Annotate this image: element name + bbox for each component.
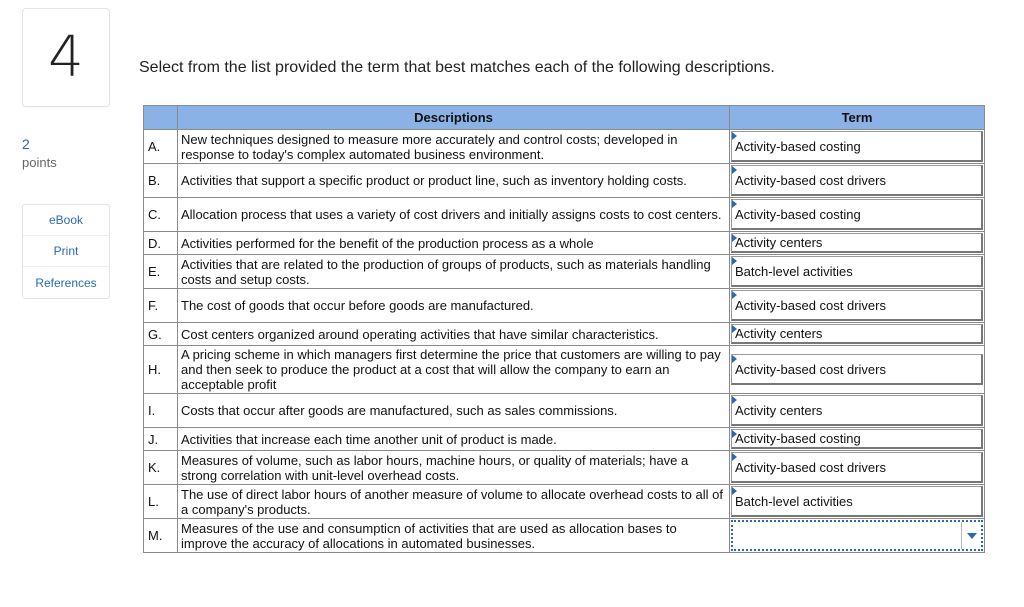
term-cell: [730, 289, 985, 323]
row-letter: F.: [144, 289, 178, 323]
term-cell: [730, 255, 985, 289]
term-select[interactable]: [731, 429, 983, 449]
points-label: points: [22, 155, 57, 170]
row-description: The use of direct labor hours of another measure of volume to allocate overhead costs to all of a company's products.: [178, 485, 730, 519]
term-cell: [730, 394, 985, 428]
term-cell: [730, 451, 985, 485]
term-cell: [730, 346, 985, 394]
row-letter: B.: [144, 164, 178, 198]
row-letter: I.: [144, 394, 178, 428]
row-description: Allocation process that uses a variety of cost drivers and initially assigns costs to cost centers.: [178, 198, 730, 232]
points-value: 2: [22, 136, 30, 152]
table-row: [144, 346, 985, 394]
row-letter: G.: [144, 323, 178, 346]
term-value: Activity centers: [735, 235, 823, 250]
term-select[interactable]: [731, 199, 983, 230]
term-value: Activity centers: [735, 326, 823, 341]
ebook-link[interactable]: eBook: [23, 205, 109, 236]
table-row: [144, 519, 985, 553]
print-link[interactable]: Print: [23, 236, 109, 267]
row-letter: D.: [144, 232, 178, 255]
answered-flag-icon: [732, 132, 737, 140]
table-header-row: [144, 106, 985, 130]
term-cell: [730, 323, 985, 346]
answered-flag-icon: [732, 453, 737, 461]
row-description: Activities that are related to the production of groups of products, such as materials handling costs and setup costs.: [178, 255, 730, 289]
answered-flag-icon: [732, 291, 737, 299]
answered-flag-icon: [732, 200, 737, 208]
header-term: Term: [730, 106, 985, 130]
term-cell: [730, 164, 985, 198]
term-value: Activity-based cost drivers: [735, 172, 886, 188]
table-row: [144, 130, 985, 164]
term-select[interactable]: [731, 131, 983, 162]
row-description: Cost centers organized around operating activities that have similar characteristics.: [178, 323, 730, 346]
term-value: Batch-level activities: [735, 493, 853, 509]
term-select[interactable]: [731, 354, 983, 385]
question-tools: [22, 204, 110, 299]
term-select[interactable]: [731, 452, 983, 483]
term-select[interactable]: [731, 290, 983, 321]
row-description: Activities that support a specific product or product line, such as inventory holding costs.: [178, 164, 730, 198]
answered-flag-icon: [732, 234, 737, 242]
row-letter: E.: [144, 255, 178, 289]
term-select[interactable]: [731, 395, 983, 426]
row-description: Activities performed for the benefit of the production process as a whole: [178, 232, 730, 255]
answered-flag-icon: [732, 487, 737, 495]
matching-table: [143, 105, 985, 553]
row-letter: C.: [144, 198, 178, 232]
table-row: [144, 289, 985, 323]
table-row: [144, 394, 985, 428]
term-value: Batch-level activities: [735, 263, 853, 279]
term-cell: [730, 485, 985, 519]
row-letter: A.: [144, 130, 178, 164]
table-row: [144, 451, 985, 485]
header-letter: [144, 106, 178, 130]
term-select[interactable]: [731, 520, 983, 551]
question-number: 4: [48, 25, 84, 90]
row-description: Measures of the use and consumpticn of activities that are used as allocation bases to improve the accuracy of allocations in automated businesses.: [178, 519, 730, 553]
row-description: Costs that occur after goods are manufactured, such as sales commissions.: [178, 394, 730, 428]
term-value: Activity-based cost drivers: [735, 361, 886, 377]
row-description: The cost of goods that occur before goods are manufactured.: [178, 289, 730, 323]
term-value: Activity-based cost drivers: [735, 297, 886, 313]
row-description: A pricing scheme in which managers first determine the price that customers are willing to pay and then seek to produce the product at a cost that will allow the company to earn an acceptable profit: [178, 346, 730, 394]
term-cell: [730, 232, 985, 255]
table-row: [144, 198, 985, 232]
row-description: Measures of volume, such as labor hours, machine hours, or quality of materials; have a strong correlation with unit-level overhead costs.: [178, 451, 730, 485]
row-letter: J.: [144, 428, 178, 451]
term-cell: [730, 519, 985, 553]
term-value: Activity-based costing: [735, 138, 861, 154]
term-select[interactable]: [731, 165, 983, 196]
answered-flag-icon: [732, 325, 737, 333]
header-descriptions: Descriptions: [178, 106, 730, 130]
term-cell: [730, 428, 985, 451]
answered-flag-icon: [732, 396, 737, 404]
table-row: [144, 485, 985, 519]
row-letter: H.: [144, 346, 178, 394]
row-description: New techniques designed to measure more accurately and control costs; developed in response to today's complex automated business environment.: [178, 130, 730, 164]
table-row: [144, 232, 985, 255]
term-value: Activity-based cost drivers: [735, 459, 886, 475]
term-value: Activity-based costing: [735, 431, 861, 446]
row-letter: K.: [144, 451, 178, 485]
chevron-down-icon: [967, 533, 977, 539]
term-cell: [730, 198, 985, 232]
references-link[interactable]: References: [35, 275, 97, 290]
term-cell: [730, 130, 985, 164]
answered-flag-icon: [732, 430, 737, 438]
term-select[interactable]: [731, 486, 983, 517]
table-row: [144, 255, 985, 289]
answered-flag-icon: [732, 355, 737, 363]
table-row: [144, 164, 985, 198]
table-row: [144, 323, 985, 346]
term-select[interactable]: [731, 256, 983, 287]
term-select[interactable]: [731, 233, 983, 253]
term-value: Activity-based costing: [735, 206, 861, 222]
answered-flag-icon: [732, 257, 737, 265]
answered-flag-icon: [732, 166, 737, 174]
question-number-card: [22, 8, 110, 107]
row-letter: L.: [144, 485, 178, 519]
question-prompt: Select from the list provided the term that best matches each of the following descriptions.: [139, 59, 775, 76]
term-value: Activity centers: [735, 402, 823, 418]
dropdown-toggle[interactable]: [961, 522, 981, 549]
row-description: Activities that increase each time another unit of product is made.: [178, 428, 730, 451]
table-row: [144, 428, 985, 451]
term-select[interactable]: [731, 324, 983, 344]
row-letter: M.: [144, 519, 178, 553]
